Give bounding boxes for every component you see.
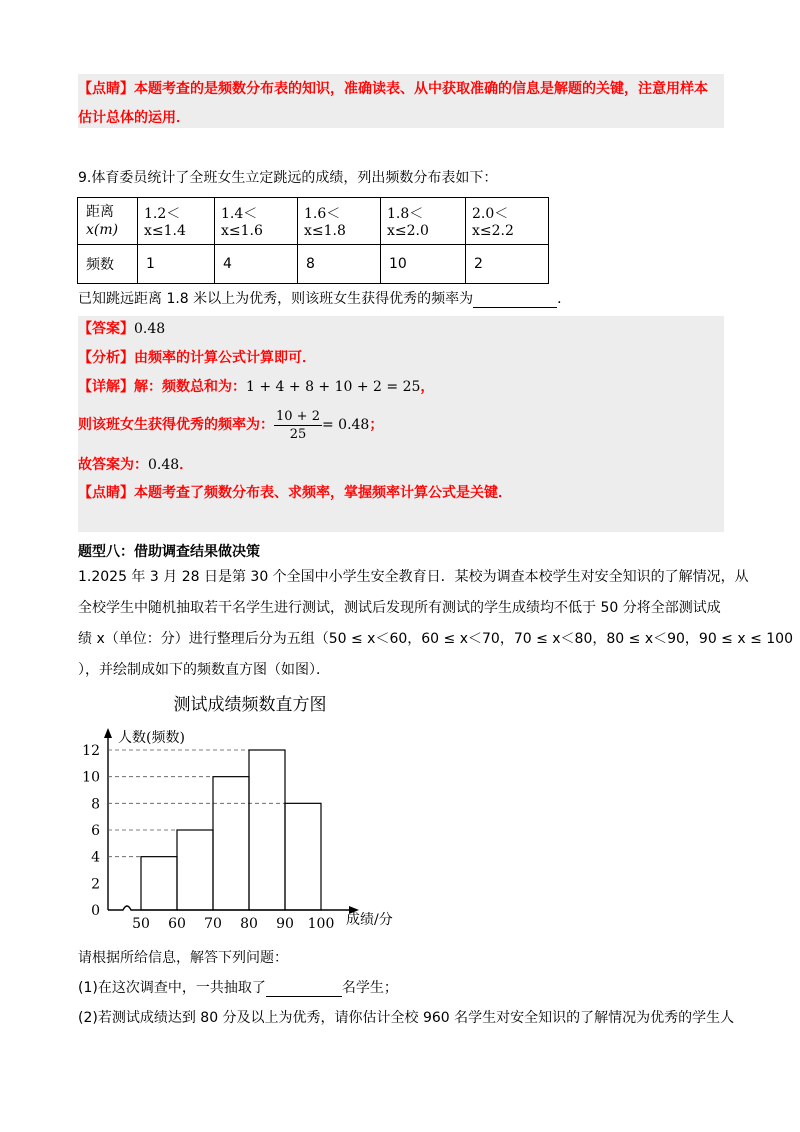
- frequency-line: [78, 406, 383, 444]
- problem-paragraph-line: ），并绘制成如下的频数直方图（如图）．: [78, 662, 330, 678]
- frequency-table: [77, 197, 549, 284]
- table-cell: 1.6＜x≤1.8: [298, 198, 381, 245]
- problem-paragraph-line: 绩 x（单位：分）进行整理后分为五组（50 ≤ x＜60，60 ≤ x＜70，70 ≤ x＜80，80 ≤ x＜90，90 ≤ x ≤ 100: [78, 631, 793, 647]
- answer-tag: 【答案】: [78, 321, 134, 337]
- y-tick-label: 6: [91, 823, 100, 839]
- y-tick-label: 4: [91, 849, 100, 866]
- conclusion-line: [78, 456, 193, 474]
- fraction-numerator: 10 + 2: [276, 408, 320, 424]
- y-tick-label: 12: [82, 743, 100, 759]
- dianjing-top-tag: 【点睛】: [78, 81, 134, 97]
- x-tick-label: 80: [240, 916, 258, 932]
- table-cell: 1: [138, 245, 215, 284]
- frequency-end: ；: [369, 417, 384, 433]
- dianjing-top-line1: [78, 80, 708, 98]
- q9-question: [78, 290, 571, 308]
- conclusion-end: ．: [179, 457, 194, 473]
- answer-value: 0.48: [134, 321, 166, 337]
- instruction-line: 请根据所给信息，解答下列问题：: [78, 950, 288, 966]
- detail-expression: 1 + 4 + 8 + 10 + 2 = 25: [246, 379, 421, 395]
- dianjing-top-text1: 本题考查的是频数分布表的知识，准确读表、从中获取准确的信息是解题的关键，注意用样本: [134, 81, 708, 97]
- histogram-bar: [249, 750, 285, 910]
- subquestion-1-text: (1)在这次调查中，一共抽取了: [78, 980, 266, 996]
- detail-line: [78, 378, 434, 396]
- answer-blank: [266, 982, 342, 997]
- histogram-bar: [177, 830, 213, 910]
- dianjing-top-line2: 估计总体的运用．: [78, 110, 190, 126]
- histogram-bar: [213, 777, 249, 910]
- table-cell: 1.8＜x≤2.0: [381, 198, 466, 245]
- frequency-text: 则该班女生获得优秀的频率为：: [78, 417, 274, 433]
- x-tick-label: 60: [168, 916, 186, 932]
- table-cell: 2.0＜x≤2.2: [466, 198, 549, 245]
- y-tick-label: 2: [91, 876, 100, 893]
- table-cell: 4: [215, 245, 298, 284]
- table-cell: 10: [381, 245, 466, 284]
- x-tick-label: 50: [132, 916, 150, 932]
- q9-stem: 9.体育委员统计了全班女生立定跳远的成绩，列出频数分布表如下：: [78, 170, 498, 186]
- x-tick-label: 90: [276, 916, 294, 932]
- detail-text: 解：频数总和为：: [134, 379, 246, 395]
- frequency-result: = 0.48: [321, 417, 370, 433]
- y-tick-label: 0: [91, 903, 100, 919]
- subquestion-1: [78, 979, 398, 997]
- table-header-cell: 频数: [78, 245, 138, 284]
- distance-unit-label: x(m): [86, 222, 119, 238]
- y-tick-label: 8: [91, 796, 100, 813]
- conclusion-value: 0.48: [148, 457, 180, 473]
- fraction-denominator: 25: [289, 426, 307, 442]
- section-heading: 题型八：借助调查结果做决策: [78, 544, 260, 560]
- frequency-fraction: [274, 408, 322, 443]
- q9-question-text: 已知跳远距离 1.8 米以上为优秀，则该班女生获得优秀的频率为: [78, 291, 474, 307]
- y-axis-label: 人数(频数): [118, 730, 185, 746]
- x-axis-label: 成绩/分: [346, 912, 393, 928]
- detail-end: ，: [420, 379, 435, 395]
- table-cell: 1.4＜x≤1.6: [215, 198, 298, 245]
- table-header-cell: [78, 198, 138, 245]
- problem-paragraph-line: 全校学生中随机抽取若干名学生进行测试，测试后发现所有测试的学生成绩均不低于 50 分将全部测试成: [78, 600, 721, 616]
- dianjing-tag: 【点睛】: [78, 485, 134, 501]
- conclusion-text: 故答案为：: [78, 457, 148, 473]
- answer-line: [78, 320, 165, 338]
- analysis-text: 由频率的计算公式计算即可．: [134, 350, 316, 366]
- distance-label: 距离: [86, 204, 114, 220]
- detail-tag: 【详解】: [78, 379, 134, 395]
- table-cell: 8: [298, 245, 381, 284]
- table-row: [78, 245, 549, 284]
- y-axis-arrow-icon: [104, 728, 112, 738]
- histogram-bar: [141, 857, 177, 910]
- analysis-tag: 【分析】: [78, 350, 134, 366]
- problem-paragraph-line: 1.2025 年 3 月 28 日是第 30 个全国中小学生安全教育日．某校为调查本校学生对安全知识的了解情况，从: [78, 569, 749, 585]
- analysis-line: [78, 349, 316, 367]
- x-tick-label: 70: [204, 916, 222, 932]
- chart-title: 测试成绩频数直方图: [173, 695, 327, 715]
- dianjing-line: [78, 484, 512, 502]
- table-cell: 1.2＜x≤1.4: [138, 198, 215, 245]
- subquestion-1-end: 名学生；: [341, 980, 398, 996]
- histogram-bar: [285, 803, 321, 910]
- table-row: [78, 198, 549, 245]
- x-tick-label: 100: [307, 916, 335, 932]
- y-tick-label: 10: [82, 769, 100, 786]
- chart-layer: [82, 728, 359, 932]
- q9-question-end: ．: [557, 291, 572, 307]
- answer-blank: [473, 293, 557, 308]
- subquestion-2: (2)若测试成绩达到 80 分及以上为优秀，请你估计全校 960 名学生对安全知识的了解情况为优秀的学生人: [78, 1010, 735, 1026]
- table-cell: 2: [466, 245, 549, 284]
- dianjing-text: 本题考查了频数分布表、求频率，掌握频率计算公式是关键．: [134, 485, 512, 501]
- histogram-chart: [78, 686, 438, 936]
